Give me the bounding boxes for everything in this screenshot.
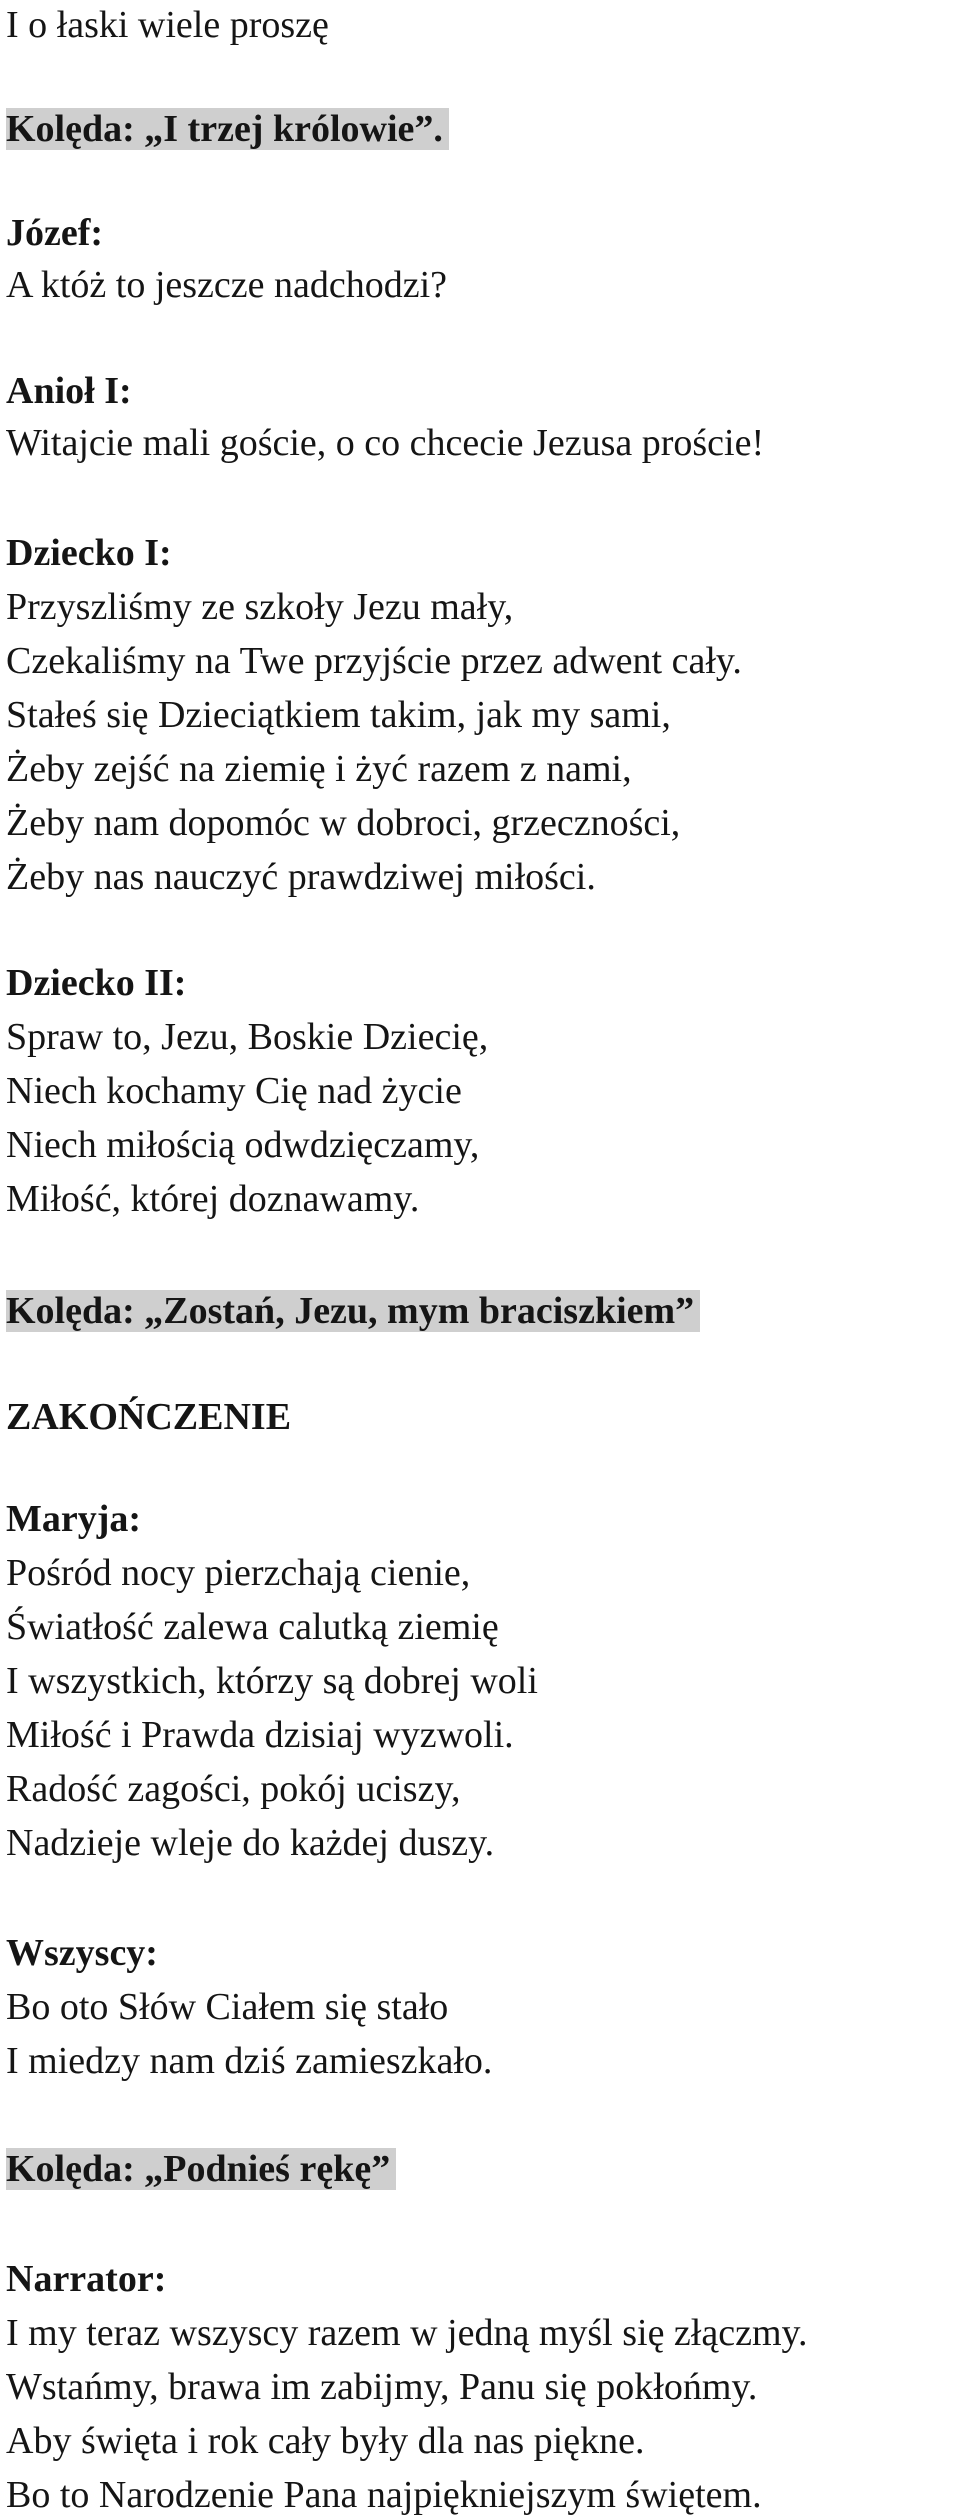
speaker-label: Maryja: [6,1498,142,1540]
text-line: A któż to jeszcze nadchodzi? [6,264,448,306]
speaker-label: Dziecko II: [6,962,187,1004]
carol-title: Kolęda: „Podnieś rękę” [6,2148,396,2190]
text-line: I wszystkich, którzy są dobrej woli [6,1660,538,1702]
speaker-label: Narrator: [6,2258,167,2300]
text-line: Bo to Narodzenie Pana najpiękniejszym świętem. [6,2474,762,2516]
text-line: Światłość zalewa calutką ziemię [6,1606,499,1648]
text-line: Miłość i Prawda dzisiaj wyzwoli. [6,1714,514,1756]
carol-heading [6,2144,396,2194]
text-line: Pośród nocy pierzchają cienie, [6,1552,471,1594]
text-line: Aby święta i rok cały były dla nas piękne. [6,2420,645,2462]
text-line: I o łaski wiele proszę [6,4,329,46]
speaker-label: Wszyscy: [6,1932,158,1974]
speaker-label: Józef: [6,212,104,254]
section-heading: ZAKOŃCZENIE [6,1396,292,1438]
text-line: Czekaliśmy na Twe przyjście przez adwent cały. [6,640,742,682]
speaker-label: Anioł I: [6,370,132,412]
text-line: Wstańmy, brawa im zabijmy, Panu się pokłońmy. [6,2366,758,2408]
carol-heading [6,104,449,154]
text-line: Radość zagości, pokój uciszy, [6,1768,461,1810]
text-line: Żeby nam dopomóc w dobroci, grzeczności, [6,802,681,844]
speaker-label: Dziecko I: [6,532,172,574]
text-line: Niech miłością odwdzięczamy, [6,1124,480,1166]
text-line: I my teraz wszyscy razem w jedną myśl się złączmy. [6,2312,808,2354]
text-line: Miłość, której doznawamy. [6,1178,420,1220]
text-line: Niech kochamy Cię nad życie [6,1070,462,1112]
text-line: Żeby zejść na ziemię i żyć razem z nami, [6,748,632,790]
carol-title: Kolęda: „Zostań, Jezu, mym braciszkiem” [6,1290,700,1332]
text-line: Przyszliśmy ze szkoły Jezu mały, [6,586,514,628]
text-line: Bo oto Słów Ciałem się stało [6,1986,449,2028]
text-line: Spraw to, Jezu, Boskie Dziecię, [6,1016,489,1058]
text-line: Witajcie mali goście, o co chcecie Jezusa proście! [6,422,765,464]
text-line: Żeby nas nauczyć prawdziwej miłości. [6,856,596,898]
text-line: Nadzieje wleje do każdej duszy. [6,1822,495,1864]
text-line: I miedzy nam dziś zamieszkało. [6,2040,493,2082]
carol-heading [6,1286,700,1336]
carol-title: Kolęda: „I trzej królowie”. [6,108,449,150]
text-line: Stałeś się Dzieciątkiem takim, jak my sami, [6,694,671,736]
